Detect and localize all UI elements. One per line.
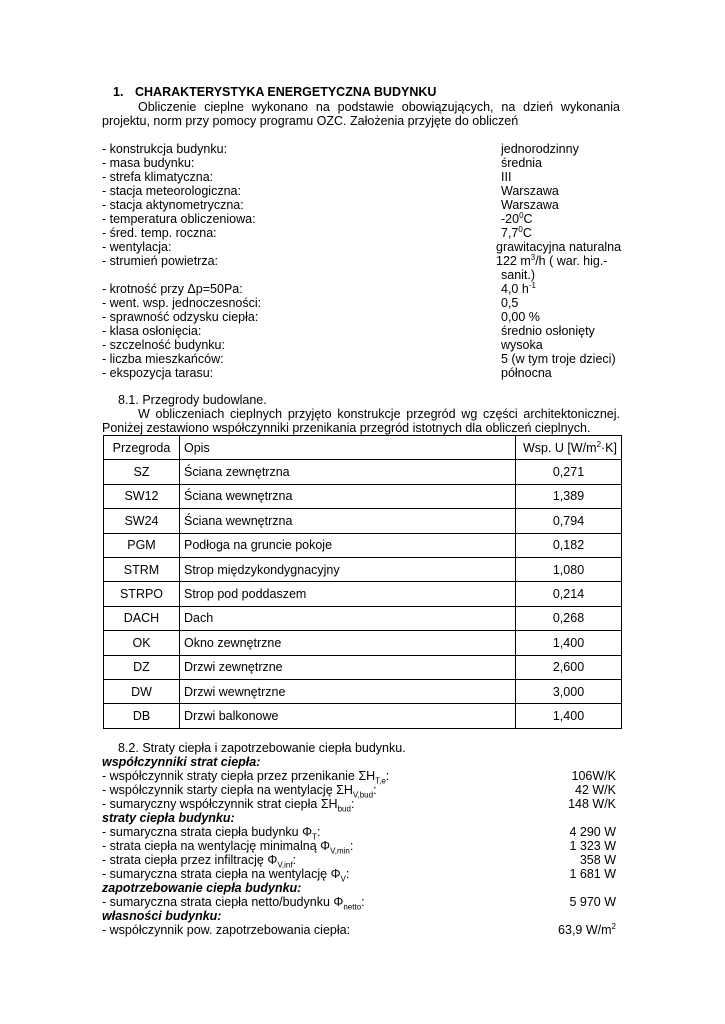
section-heading	[113, 85, 436, 99]
assumption-row	[102, 156, 622, 170]
partition-desc: Podłoga na gruncie pokoje	[180, 533, 516, 557]
partition-code: SZ	[104, 460, 180, 484]
partition-u-value: 1,400	[516, 704, 622, 728]
losses-row	[102, 769, 622, 786]
partition-u-value: 1,080	[516, 557, 622, 581]
losses-label: - współczynnik starty ciepła na wentylację $\Sigma H_{V,bud}$:	[102, 783, 377, 800]
assumption-label: - went. wsp. jednoczesności:	[102, 296, 262, 310]
losses-value: 1 681 W	[569, 867, 616, 881]
partition-desc: Ściana zewnętrzna	[180, 460, 516, 484]
losses-row	[102, 923, 622, 937]
partition-u-value: 0,271	[516, 460, 622, 484]
partition-code: DACH	[104, 606, 180, 630]
partition-u-value: 3,000	[516, 679, 622, 703]
assumption-row	[102, 282, 622, 296]
partition-code: OK	[104, 631, 180, 655]
losses-label: - sumaryczna strata ciepła budynku $\Phi_T$:	[102, 825, 321, 842]
losses-value: 63,9 $W/m^2$	[558, 921, 616, 937]
table-row	[104, 704, 622, 728]
losses-value: 148 W/K	[568, 797, 616, 811]
assumption-row	[102, 366, 622, 380]
assumption-value: 0,00 %	[501, 310, 540, 324]
partition-code: STRM	[104, 557, 180, 581]
section-title: CHARAKTERYSTYKA ENERGETYCZNA BUDYNKU	[135, 85, 437, 99]
table-row	[104, 582, 622, 606]
assumption-label: - krotność przy Δp=50Pa:	[102, 282, 243, 296]
partition-desc: Drzwi zewnętrzne	[180, 655, 516, 679]
table-row	[104, 679, 622, 703]
intro-paragraph: Obliczenie cieplne wykonano na podstawie obowiązujących, na dzień wykonania projektu, norm przy pomocy programu OZC. Założenia przyjęte do obliczeń	[102, 100, 620, 128]
losses-value: 358 W	[579, 853, 616, 867]
partition-desc: Drzwi balkonowe	[180, 704, 516, 728]
header-desc: Opis	[180, 436, 516, 460]
partitions-title: 8.1. Przegrody budowlane.	[118, 393, 267, 407]
assumption-label: - konstrukcja budynku:	[102, 142, 228, 156]
partition-u-value: 1,389	[516, 484, 622, 508]
table-row	[104, 655, 622, 679]
table-row	[104, 606, 622, 630]
assumption-label: - śred. temp. roczna:	[102, 226, 217, 240]
losses-label: - strata ciepła na wentylację minimalną $\Phi_{V,min}$:	[102, 839, 354, 856]
losses-label: - współczynnik straty ciepła przez przenikanie $\Sigma H_{T,e}$:	[102, 769, 390, 786]
assumption-row	[102, 310, 622, 324]
assumption-row	[102, 142, 622, 156]
losses-value: 4 290 W	[569, 825, 616, 839]
losses-row	[102, 825, 622, 842]
partition-desc: Okno zewnętrzne	[180, 631, 516, 655]
assumption-label: - liczba mieszkańców:	[102, 352, 224, 366]
partition-u-value: 0,182	[516, 533, 622, 557]
partition-desc: Ściana wewnętrzna	[180, 484, 516, 508]
assumption-label: - temperatura obliczeniowa:	[102, 212, 256, 226]
partition-desc: Dach	[180, 606, 516, 630]
table-row	[104, 631, 622, 655]
assumption-value: grawitacyjna naturalna	[496, 240, 622, 254]
assumption-label: - ekspozycja tarasu:	[102, 366, 214, 380]
assumption-value: Warszawa	[501, 198, 559, 212]
assumption-label: - szczelność budynku:	[102, 338, 225, 352]
table-row	[104, 484, 622, 508]
assumption-value: $-20^0C$	[501, 210, 533, 226]
losses-value: 5 970 W	[569, 895, 616, 909]
partition-code: DW	[104, 679, 180, 703]
assumption-label: - stacja meteorologiczna:	[102, 184, 241, 198]
partition-desc: Drzwi wewnętrzne	[180, 679, 516, 703]
losses-row	[102, 895, 622, 912]
assumption-label: - wentylacja:	[102, 240, 172, 254]
losses-section-title: współczynniki strat ciepła:	[102, 755, 261, 769]
assumption-value: jednorodzinny	[501, 142, 579, 156]
assumption-label: - strefa klimatyczna:	[102, 170, 214, 184]
losses-label: - sumaryczny współczynnik strat ciepła $\Sigma H_{bud}$:	[102, 797, 355, 814]
partition-code: DZ	[104, 655, 180, 679]
losses-label: - strata ciepła przez infiltrację $\Phi_{V,inf}$:	[102, 853, 297, 870]
header-code: Przegroda	[104, 436, 180, 460]
assumption-row	[102, 296, 622, 310]
assumption-value: sanit.)	[501, 268, 536, 282]
assumption-row	[102, 212, 622, 226]
partition-desc: Strop międzykondygnacyjny	[180, 557, 516, 581]
losses-label: - współczynnik pow. zapotrzebowania ciepła:	[102, 923, 351, 937]
assumption-row	[102, 268, 622, 282]
partition-code: PGM	[104, 533, 180, 557]
assumption-value: Warszawa	[501, 184, 559, 198]
assumption-row	[102, 226, 622, 240]
table-row	[104, 509, 622, 533]
table-row	[104, 557, 622, 581]
assumption-row	[102, 352, 622, 366]
losses-title: 8.2. Straty ciepła i zapotrzebowanie ciepła budynku.	[118, 741, 406, 755]
losses-label: - sumaryczna strata ciepła na wentylację $\Phi_V$:	[102, 867, 350, 884]
assumption-value: wysoka	[501, 338, 543, 352]
losses-section-title: straty ciepła budynku:	[102, 811, 235, 825]
assumption-row	[102, 170, 622, 184]
assumption-value: III	[501, 170, 512, 184]
assumption-label: - klasa osłonięcia:	[102, 324, 202, 338]
losses-value: 1 323 W	[569, 839, 616, 853]
partition-code: SW24	[104, 509, 180, 533]
partition-u-value: 1,400	[516, 631, 622, 655]
partition-desc: Strop pod poddaszem	[180, 582, 516, 606]
assumption-row	[102, 254, 622, 268]
assumption-value: średnio osłonięty	[501, 324, 595, 338]
assumption-label: - stacja aktynometryczna:	[102, 198, 244, 212]
assumption-value: średnia	[501, 156, 542, 170]
assumption-label: - strumień powietrza:	[102, 254, 219, 268]
partition-u-value: 2,600	[516, 655, 622, 679]
losses-row	[102, 853, 622, 870]
section-number: 1.	[113, 85, 124, 99]
losses-section-title: zapotrzebowanie ciepła budynku:	[102, 881, 302, 895]
partition-u-value: 0,268	[516, 606, 622, 630]
table-row	[104, 460, 622, 484]
partition-code: DB	[104, 704, 180, 728]
header-u: Wsp. U $[W/m^2\cdot K]$	[516, 436, 622, 460]
partition-code: STRPO	[104, 582, 180, 606]
partition-u-value: 0,794	[516, 509, 622, 533]
partition-desc: Ściana wewnętrzna	[180, 509, 516, 533]
assumption-value: 0,5	[501, 296, 519, 310]
losses-row	[102, 783, 622, 800]
assumption-value: 4,0 $h^{-1}$	[501, 280, 536, 296]
losses-row	[102, 839, 622, 856]
table-header-row	[104, 436, 622, 460]
assumption-value: 5 (w tym troje dzieci)	[501, 352, 616, 366]
assumption-value: 122 $m^3/h$ ( war. hig.-	[496, 252, 608, 268]
assumption-row	[102, 184, 622, 198]
assumption-value: północna	[501, 366, 552, 380]
losses-section-title: własności budynku:	[102, 909, 222, 923]
assumption-row	[102, 198, 622, 212]
losses-row	[102, 867, 622, 884]
partition-code: SW12	[104, 484, 180, 508]
assumption-row	[102, 338, 622, 352]
losses-row	[102, 797, 622, 814]
assumption-row	[102, 324, 622, 338]
assumption-row	[102, 240, 622, 254]
assumption-label: - sprawność odzysku ciepła:	[102, 310, 259, 324]
partitions-text: W obliczeniach cieplnych przyjęto konstrukcje przegród wg części architektonicznej. Poniżej zestawiono współczynniki przenikania przegród istotnych dla obliczeń cieplnych.	[102, 407, 620, 435]
assumption-label: - masa budynku:	[102, 156, 195, 170]
losses-label: - sumaryczna strata ciepła netto/budynku $\Phi_{netto}$:	[102, 895, 365, 912]
assumption-value: $7,7^0C$	[501, 224, 532, 240]
partitions-table	[103, 435, 622, 729]
partition-u-value: 0,214	[516, 582, 622, 606]
losses-value: 42 W/K	[575, 783, 616, 797]
losses-value: 106W/K	[571, 769, 616, 783]
table-row	[104, 533, 622, 557]
